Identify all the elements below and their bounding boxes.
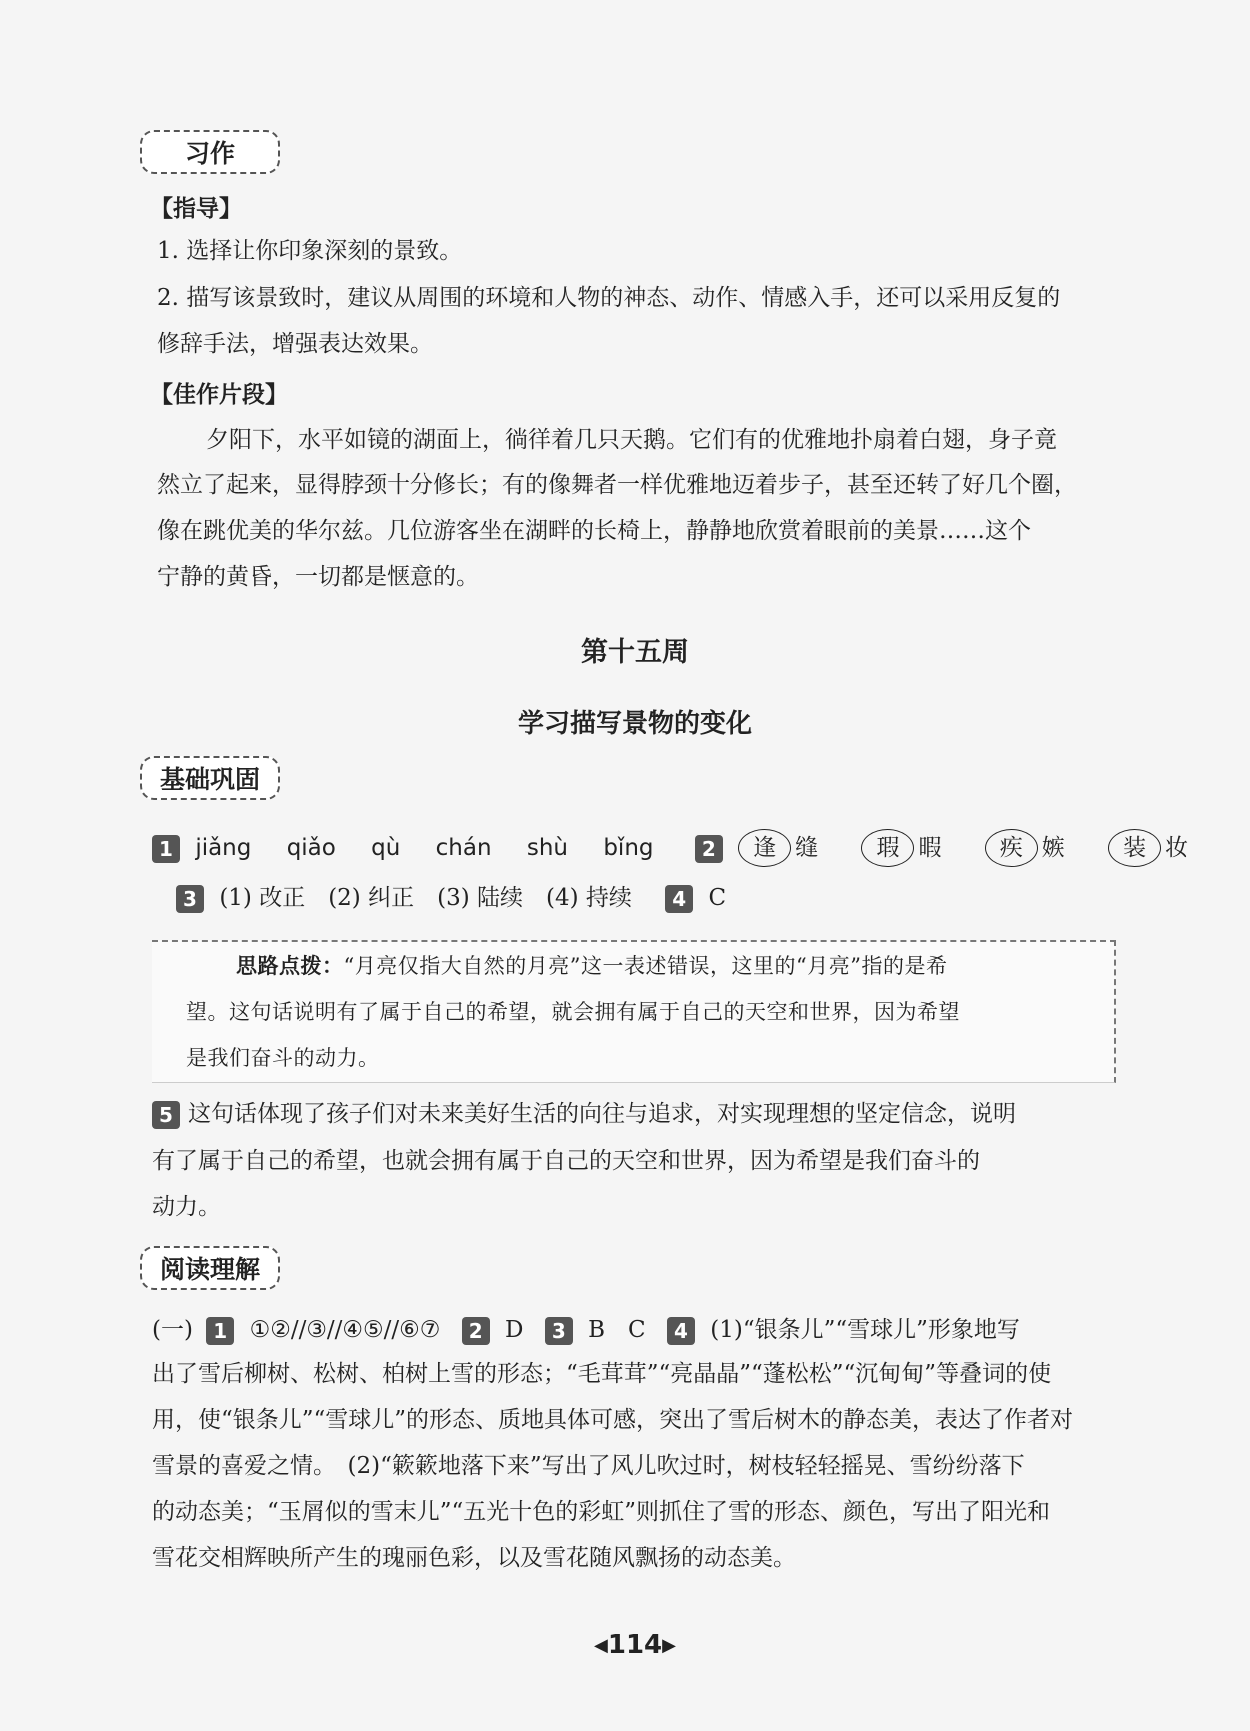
- reading-line-5: 的动态美；“玉屑似的雪末儿”“五光十色的彩虹”则抓住了雪的形态、颜色，写出了阳光和: [152, 1499, 1051, 1525]
- pinyin-item: chán: [435, 835, 492, 861]
- question-number-4: 4: [665, 885, 693, 913]
- guide-item-2-line-1: 2. 描写该景致时，建议从周围的环境和人物的神态、动作、情感入手，还可以采用反复的: [157, 285, 1061, 311]
- section-label-xizuo: 习作: [140, 130, 280, 174]
- q5-text: 这句话体现了孩子们对未来美好生活的向往与追求，对实现理想的坚定信念，说明: [188, 1101, 1016, 1127]
- pinyin-list: [195, 835, 689, 861]
- pinyin-item: jiǎng: [195, 835, 252, 861]
- reading-line-6: 雪花交相辉映所产生的瑰丽色彩，以及雪花随风飘扬的动态美。: [152, 1545, 796, 1571]
- reading-part: (一): [152, 1317, 193, 1343]
- reading-question-number-2: 2: [462, 1317, 490, 1345]
- page-number-text: 114: [607, 1630, 663, 1660]
- excerpt-line-4: 宁静的黄昏，一切都是惬意的。: [157, 564, 479, 590]
- question-number-5: 5: [152, 1101, 180, 1129]
- q5-line-3: 动力。: [152, 1194, 221, 1220]
- reading-q4-text: (1)“银条儿”“雪球儿”形象地写: [710, 1317, 1020, 1343]
- correction-char: 嫉: [1041, 835, 1065, 861]
- excerpt-line-3: 像在跳优美的华尔兹。几位游客坐在湖畔的长椅上，静静地欣赏着眼前的美景……这个: [157, 518, 1031, 544]
- right-triangle-icon: ▶: [662, 1635, 676, 1656]
- question-number-1: 1: [152, 835, 180, 863]
- excerpt-heading: 【佳作片段】: [150, 382, 288, 408]
- reading-line-1: [152, 1313, 1020, 1347]
- circled-char: 疾: [985, 829, 1038, 867]
- q4-answer: C: [708, 885, 727, 911]
- week-title: 第十五周: [581, 637, 689, 668]
- hint-label: 思路点拨：: [236, 954, 344, 978]
- left-triangle-icon: ◀: [594, 1635, 608, 1656]
- q3-answer: (1) 改正 (2) 纠正 (3) 陆续 (4) 持续: [219, 885, 632, 911]
- reading-q1-answer: ①②//③//④⑤//⑥⑦: [249, 1317, 441, 1343]
- reading-question-number-3: 3: [545, 1317, 573, 1345]
- reading-q3-answer: B C: [588, 1317, 646, 1343]
- correction-char: 妆: [1165, 835, 1189, 861]
- guide-heading: 【指导】: [150, 196, 242, 222]
- circled-char: 装: [1108, 829, 1161, 867]
- excerpt-line-2: 然立了起来，显得脖颈十分修长；有的像舞者一样优雅地迈着步子，甚至还转了好几个圈，: [157, 472, 1077, 498]
- hint-line-2: 望。这句话说明有了属于自己的希望，就会拥有属于自己的天空和世界，因为希望: [186, 1000, 960, 1024]
- pinyin-item: bǐng: [603, 835, 654, 861]
- guide-item-2-line-2: 修辞手法，增强表达效果。: [157, 331, 433, 357]
- section-label-jichu: 基础巩固: [140, 756, 280, 800]
- reading-question-number-4: 4: [667, 1317, 695, 1345]
- guide-item-1: 1. 选择让你印象深刻的景致。: [157, 238, 463, 264]
- question-number-2: 2: [695, 835, 723, 863]
- pinyin-item: qiǎo: [286, 835, 336, 861]
- basics-row-2: [176, 881, 726, 915]
- excerpt-line-1: 夕阳下，水平如镜的湖面上，徜徉着几只天鹅。它们有的优雅地扑扇着白翅，身子竟: [206, 427, 1057, 453]
- section-label-yuedu: 阅读理解: [140, 1246, 280, 1290]
- lesson-title: 学习描写景物的变化: [517, 709, 752, 739]
- pinyin-item: qù: [371, 835, 401, 861]
- reading-line-3: 用，使“银条儿”“雪球儿”的形态、质地具体可感，突出了雪后树木的静态美，表达了作者对: [152, 1407, 1074, 1433]
- correction-char: 暇: [918, 835, 942, 861]
- hint-line-1: [236, 950, 947, 980]
- question-number-3: 3: [176, 885, 204, 913]
- q5-line-1: [152, 1099, 1016, 1129]
- reading-question-number-1: 1: [206, 1317, 234, 1345]
- basics-row-1: [152, 828, 1188, 868]
- correction-char: 缝: [795, 835, 819, 861]
- hint-text: “月亮仅指大自然的月亮”这一表述错误，这里的“月亮”指的是希: [343, 954, 948, 978]
- reading-line-4: 雪景的喜爱之情。 (2)“簌簌地落下来”写出了风儿吹过时，树枝轻轻摇晃、雪纷纷落下: [152, 1453, 1025, 1479]
- circled-char: 逢: [738, 829, 791, 867]
- q5-line-2: 有了属于自己的希望，也就会拥有属于自己的天空和世界，因为希望是我们奋斗的: [152, 1148, 980, 1174]
- reading-q2-answer: D: [505, 1317, 524, 1343]
- pinyin-item: shù: [526, 835, 569, 861]
- reading-line-2: 出了雪后柳树、松树、柏树上雪的形态；“毛茸茸”“亮晶晶”“蓬松松”“沉甸甸”等叠词的使: [152, 1361, 1052, 1387]
- circled-char: 瑕: [861, 829, 914, 867]
- hint-line-3: 是我们奋斗的动力。: [186, 1046, 380, 1070]
- page-number: [0, 1630, 1250, 1660]
